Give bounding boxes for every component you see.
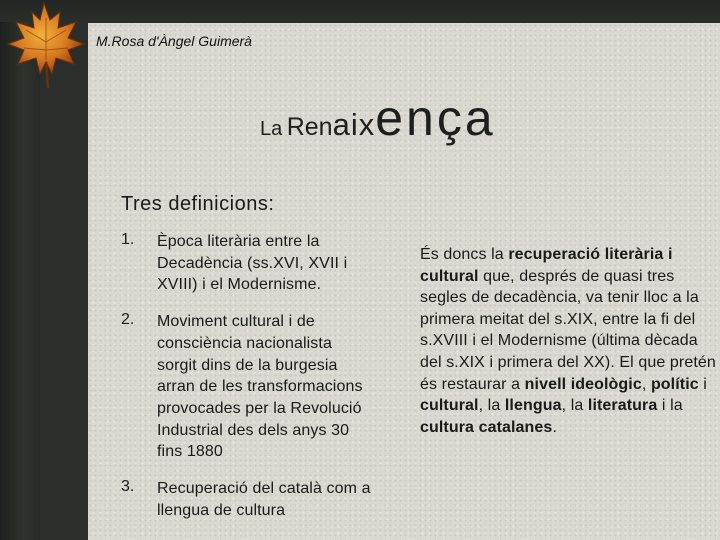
summary-text: , la (561, 397, 588, 415)
item-text: Època literària entre la Decadència (ss.XVI, XVII i XVIII) i el Modernisme. (157, 233, 348, 294)
author-name: M.Rosa d'Àngel Guimerà (96, 33, 252, 49)
summary-bold: cultural (420, 397, 479, 415)
maple-leaf-icon (2, 0, 88, 90)
summary-bold: recuperació literària i cultural (420, 246, 673, 285)
list-item (121, 311, 371, 463)
summary-bold: literatura (587, 397, 658, 415)
summary-bold: nivell ideològic (524, 375, 642, 393)
summary-text: i (698, 375, 707, 393)
title-part-4: ença (375, 90, 496, 146)
summary-paragraph (420, 244, 720, 438)
summary-text: , la (478, 397, 505, 415)
item-number: 3. (121, 478, 135, 496)
slide-title (260, 89, 496, 147)
list-item (121, 231, 371, 296)
summary-text: , (641, 375, 651, 393)
item-number: 1. (121, 231, 135, 248)
item-text: Recuperació del català com a llengua de cultura (157, 480, 371, 519)
list-item (121, 478, 371, 521)
section-subtitle: Tres definicions: (121, 193, 275, 215)
slide-content (88, 23, 720, 540)
definitions-list (121, 231, 371, 536)
summary-text: i la (657, 397, 683, 415)
title-part-2: Ren (286, 113, 333, 141)
summary-bold: cultura catalanes (420, 418, 553, 436)
summary-text: que, després de quasi tres segles de decadència, va tenir lloc a la primera meitat del s.XIX, entre la fi del s.XVIII i el Modernisme (última dècada del s.XIX i primera del XX). El que pretén és restaurar a (420, 267, 716, 393)
summary-text: . (552, 418, 557, 436)
title-part-1: La (260, 118, 283, 140)
item-number: 2. (121, 311, 135, 329)
title-part-3: aix (332, 107, 376, 142)
summary-bold: polític (650, 375, 699, 393)
top-decorative-band (0, 0, 720, 22)
summary-bold: llengua (504, 397, 562, 415)
item-text: Moviment cultural i de consciència nacionalista sorgit dins de la burgesia arran de les transformacions provocades per la Revolució Industrial des dels anys 30 fins 1880 (157, 313, 363, 461)
summary-text: És doncs la (420, 246, 509, 263)
